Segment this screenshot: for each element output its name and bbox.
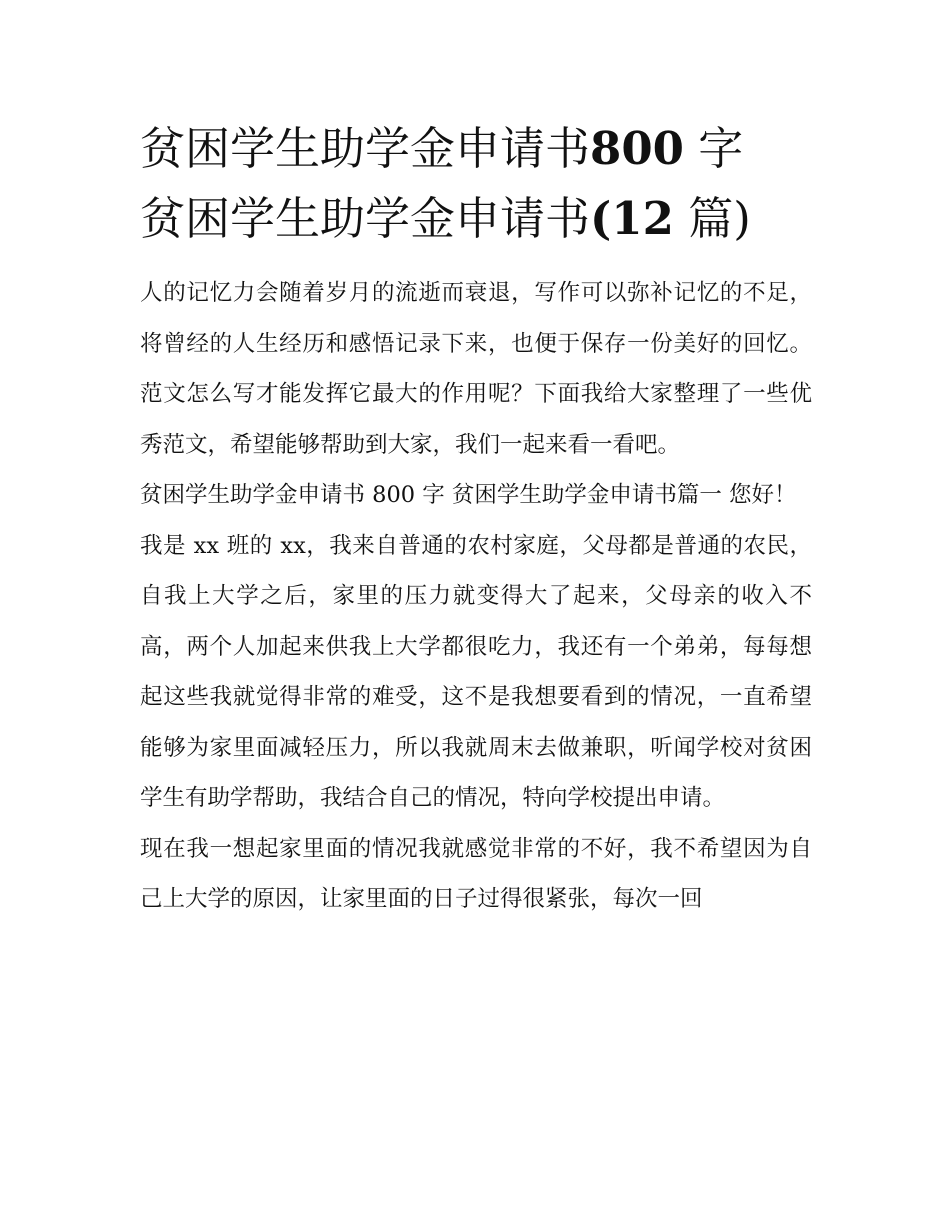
document-title — [140, 114, 812, 254]
title-line-2 — [140, 184, 812, 254]
title-line-2-suffix: 篇) — [673, 192, 751, 245]
title-line-1-suffix: 字 — [683, 122, 744, 175]
title-line-1 — [140, 114, 812, 184]
title-line-1-text: 贫困学生助学金申请书 — [140, 122, 591, 175]
document-content — [140, 114, 812, 925]
title-line-2-text: 贫困学生助学金申请书 — [140, 192, 591, 245]
title-line-2-number: (12 — [590, 192, 674, 245]
title-line-1-number: 800 — [590, 122, 684, 175]
paragraph-body-2: 现在我一想起家里面的情况我就感觉非常的不好，我不希望因为自己上大学的原因，让家里面的日子过得很紧张，每次一回 — [140, 835, 812, 912]
paragraph-greeting: 贫困学生助学金申请书 800 字 贫困学生助学金申请书篇一 您好！ — [140, 482, 797, 508]
paragraph-body-1: 我是 xx 班的 xx，我来自普通的农村家庭，父母都是普通的农民，自我上大学之后，家里的压力就变得大了起来，父母亲的收入不高，两个人加起来供我上大学都很吃力，我还有一个弟弟，每每想起这些我就觉得非常的难受，这不是我想要看到的情况，一直希望能够为家里面减轻压力，所以我就周末去做兼职，听闻学校对贫困学生有助学帮助，我结合自己的情况，特向学校提出申请。 — [140, 532, 812, 811]
paragraph-intro: 人的记忆力会随着岁月的流逝而衰退，写作可以弥补记忆的不足，将曾经的人生经历和感悟记录下来，也便于保存一份美好的回忆。范文怎么写才能发挥它最大的作用呢？下面我给大家整理了一些优秀范文，希望能够帮助到大家，我们一起来看一看吧。 — [140, 280, 812, 458]
